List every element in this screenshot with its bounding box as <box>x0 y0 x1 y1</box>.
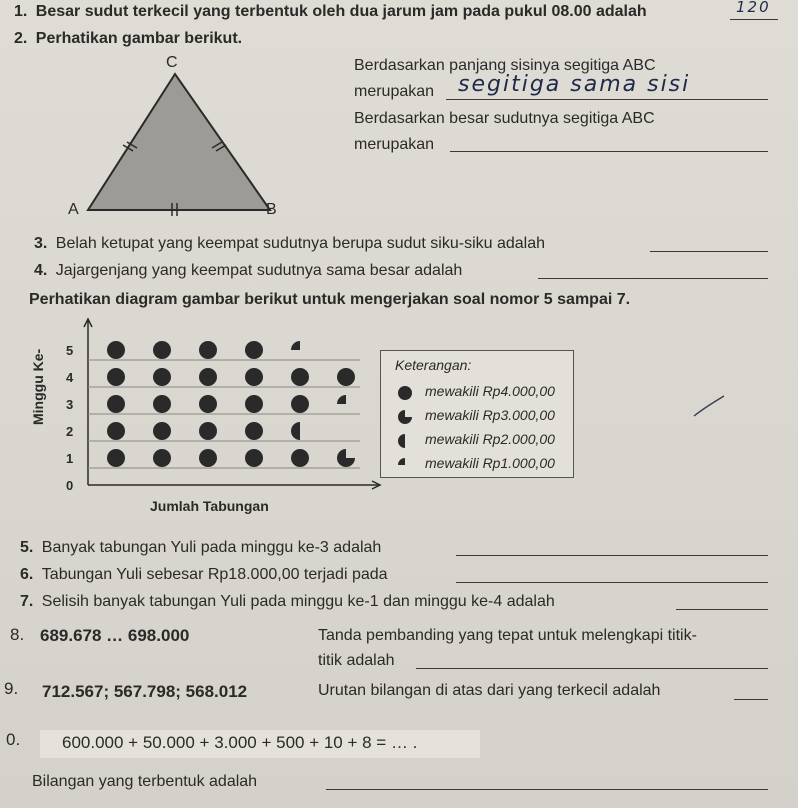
savings-symbol-full <box>245 368 263 386</box>
savings-symbol-threequarter <box>337 449 355 467</box>
legend-item-threequarter: mewakili Rp3.000,00 <box>425 407 555 423</box>
savings-symbol-full <box>153 449 171 467</box>
q5-answer-line <box>456 555 768 556</box>
savings-symbol-quarter <box>291 341 300 350</box>
q6-text: Tabungan Yuli sebesar Rp18.000,00 terjadi pada <box>41 566 388 583</box>
legend-symbol-threequarter <box>398 410 412 424</box>
q7-text: Selisih banyak tabungan Yuli pada minggu ke-1 dan minggu ke-4 adalah <box>41 593 555 610</box>
savings-symbol-full <box>107 395 125 413</box>
savings-symbol-full <box>153 368 171 386</box>
y-tick-label: 4 <box>66 370 74 385</box>
savings-symbol-full <box>199 422 217 440</box>
savings-symbol-full <box>199 368 217 386</box>
savings-symbol-full <box>199 395 217 413</box>
q8-answer-line <box>416 668 768 669</box>
q2-number: 2. <box>14 30 28 47</box>
q9-number: 9. <box>4 679 19 698</box>
diagram-x-title: Jumlah Tabungan <box>150 498 269 514</box>
q2-line1a: Berdasarkan panjang sisinya segitiga ABC <box>354 57 656 74</box>
pencil-mark <box>690 392 730 422</box>
q6-answer-line <box>456 582 768 583</box>
savings-symbol-full <box>291 395 309 413</box>
savings-symbol-full <box>107 449 125 467</box>
y-tick-label: 5 <box>66 343 74 358</box>
vertex-c-label: C <box>166 54 178 71</box>
q4-number: 4. <box>34 262 48 279</box>
q10-text: Bilangan yang terbentuk adalah <box>32 773 258 790</box>
q2-answer2-line <box>450 151 768 152</box>
savings-symbol-full <box>337 368 355 386</box>
y-tick-label: 3 <box>66 397 74 412</box>
q5 <box>20 538 381 558</box>
q4-answer-line <box>538 278 768 279</box>
savings-symbol-full <box>153 341 171 359</box>
q9-expression: 712.567; 567.798; 568.012 <box>42 682 248 701</box>
legend-item-quarter: mewakili Rp1.000,00 <box>425 455 555 471</box>
q1-text: Besar sudut terkecil yang terbentuk oleh dua jarum jam pada pukul 08.00 adalah <box>35 3 647 20</box>
q8-text2: titik adalah <box>318 652 395 669</box>
triangle-abc-figure <box>60 50 290 230</box>
q2-line2a: Berdasarkan besar sudutnya segitiga ABC <box>354 110 655 127</box>
q7-answer-line <box>676 609 768 610</box>
savings-symbol-full <box>291 449 309 467</box>
q2-handwritten-answer: segitiga sama sisi <box>458 72 691 97</box>
q4-text: Jajargenjang yang keempat sudutnya sama besar adalah <box>55 262 463 279</box>
q1-handwritten-answer: 120 <box>736 0 771 16</box>
q9-text: Urutan bilangan di atas dari yang terkecil adalah <box>318 682 661 699</box>
savings-symbol-full <box>245 395 263 413</box>
savings-symbol-half <box>291 422 300 440</box>
q2-answer1-line <box>446 99 768 100</box>
q2-line1b: merupakan <box>354 83 435 100</box>
legend-symbol-full <box>398 386 412 400</box>
q7 <box>20 592 555 612</box>
savings-symbol-full <box>245 341 263 359</box>
q3-answer-line <box>650 251 768 252</box>
savings-symbol-full <box>291 368 309 386</box>
y-tick-label: 1 <box>66 451 74 466</box>
q5-number: 5. <box>20 539 34 556</box>
savings-symbol-full <box>153 422 171 440</box>
q3 <box>34 234 545 254</box>
q5-text: Banyak tabungan Yuli pada minggu ke-3 adalah <box>41 539 382 556</box>
q10-expression: 600.000 + 50.000 + 3.000 + 500 + 10 + 8 = … . <box>62 733 418 752</box>
savings-symbol-full <box>245 422 263 440</box>
triangle-abc <box>88 74 270 210</box>
savings-symbol-full <box>107 341 125 359</box>
q2 <box>14 29 242 49</box>
savings-symbol-quarter <box>337 395 346 404</box>
savings-symbol-full <box>199 341 217 359</box>
q8-expression: 689.678 … 698.000 <box>40 626 190 645</box>
savings-symbol-full <box>107 422 125 440</box>
q6-number: 6. <box>20 566 34 583</box>
vertex-b-label: B <box>266 201 277 218</box>
vertex-a-label: A <box>68 201 79 218</box>
legend-item-full: mewakili Rp4.000,00 <box>425 383 555 399</box>
q4 <box>34 261 462 281</box>
legend-title: Keterangan: <box>395 357 472 373</box>
q10-answer-line <box>326 789 768 790</box>
legend-item-half: mewakili Rp2.000,00 <box>425 431 555 447</box>
savings-symbol-full <box>153 395 171 413</box>
q7-number: 7. <box>20 593 34 610</box>
legend-symbol-quarter <box>398 458 405 465</box>
diagram-instruction: Perhatikan diagram gambar berikut untuk mengerjakan soal nomor 5 sampai 7. <box>29 291 631 308</box>
q2-text: Perhatikan gambar berikut. <box>35 30 243 47</box>
q1 <box>14 2 647 22</box>
q3-number: 3. <box>34 235 48 252</box>
q6 <box>20 565 388 585</box>
q8-number: 8. <box>10 625 25 644</box>
q1-answer-line <box>730 19 778 20</box>
q1-number: 1. <box>14 3 28 20</box>
q10-number: 0. <box>6 730 21 749</box>
q2-line2b: merupakan <box>354 136 435 153</box>
y-tick-label: 0 <box>66 478 74 493</box>
savings-pictogram <box>0 315 390 495</box>
legend-symbol-half <box>398 434 405 448</box>
savings-symbol-full <box>245 449 263 467</box>
savings-symbol-full <box>199 449 217 467</box>
diagram-y-title: Minggu Ke- <box>30 348 46 425</box>
q3-text: Belah ketupat yang keempat sudutnya berupa sudut siku-siku adalah <box>55 235 546 252</box>
q8-text1: Tanda pembanding yang tepat untuk melengkapi titik- <box>318 627 697 644</box>
y-tick-label: 2 <box>66 424 74 439</box>
savings-symbol-full <box>107 368 125 386</box>
q9-answer-line <box>734 699 768 700</box>
diagram-legend <box>380 350 574 478</box>
